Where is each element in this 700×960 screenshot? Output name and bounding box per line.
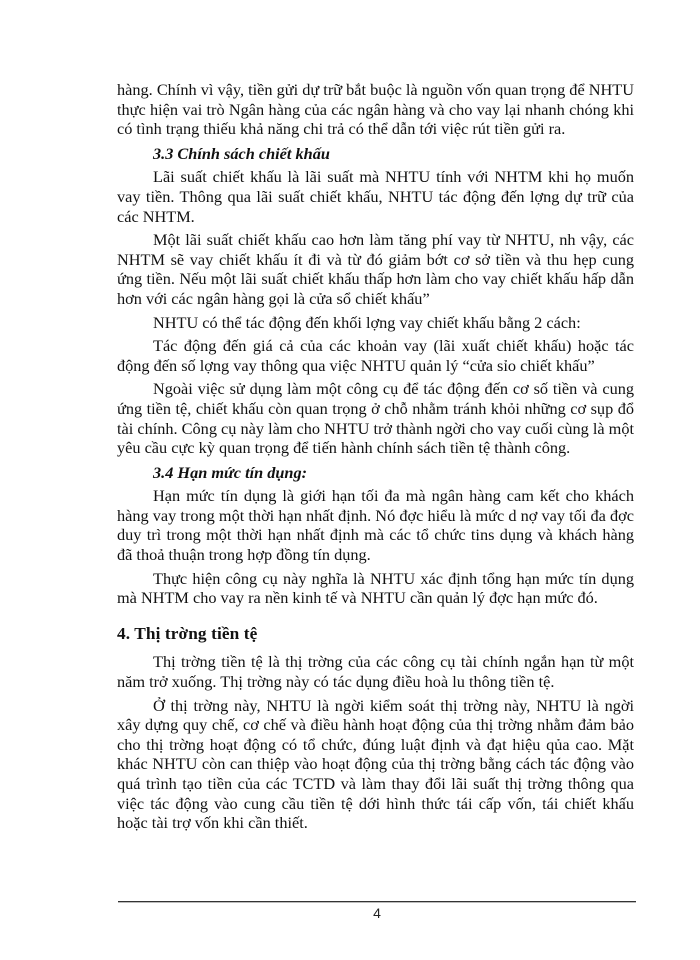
paragraph-credit-limit-implementation: Thực hiện công cụ này nghĩa là NHTU xác định tổng hạn mức tín dụng mà NHTM cho vay ra nền kinh tế và NHTU cần quản lý đợc hạn mức đó.	[117, 568, 634, 608]
paragraph-two-ways: NHTU có thể tác động đến khối lợng vay chiết khấu bằng 2 cách:	[153, 312, 581, 332]
page-number: 4	[373, 905, 381, 921]
paragraph-higher-discount-rate: Một lãi suất chiết khấu cao hơn làm tăng phí vay từ NHTU, nh vậy, các NHTM sẽ vay chiết khấu ít đi và từ đó giảm bớt cơ sở tiền và thu hẹp cung ứng tiền. Nếu một lãi suất chiết khấu thấp hơn làm cho vay chiết khấu hấp dẫn hơn với các ngân hàng gọi là cửa sổ chiết khấu”	[117, 230, 634, 308]
heading-money-market: 4. Thị trờng tiền tệ	[117, 623, 258, 643]
paragraph-lender-of-last-resort: Ngoài việc sử dụng làm một công cụ để tác động đến cơ số tiền và cung ứng tiền tệ, chiết khấu còn quan trọng ở chỗ nhằm tránh khỏi những cơ sụp đổ tài chính. Công cụ này làm cho NHTU trở thành ngời cho vay cuối cùng là một yêu cầu cực kỳ quan trọng để tiến hành chính sách tiền tệ thành công.	[117, 379, 634, 458]
paragraph-discount-rate: Lãi suất chiết khấu là lãi suất mà NHTU tính với NHTM khi họ muốn vay tiền. Thông qua lãi suất chiết khấu, NHTU tác động đến lợng dự trữ của các NHTM.	[117, 167, 634, 226]
paragraph-intro-continuation: hàng. Chính vì vậy, tiền gửi dự trữ bắt buộc là nguồn vốn quan trọng để NHTU thực hiện vai trò Ngân hàng của các ngân hàng và cho vay lại nhanh chóng khi có tình trạng thiếu khả năng chi trả có thể dẫn tới việc rút tiền gửi ra.	[117, 80, 634, 139]
paragraph-price-quantity: Tác động đến giá cả của các khoản vay (lãi xuất chiết khấu) hoặc tác động đến số lợng vay thông qua việc NHTU quản lý “cửa sỉo chiết khấu”	[117, 336, 634, 375]
footer-divider	[118, 901, 636, 903]
subheading-discount-policy: 3.3 Chính sách chiết khấu	[153, 143, 330, 163]
paragraph-central-bank-role: Ở thị trờng này, NHTU là ngời kiểm soát thị trờng này, NHTU là ngời xây dựng quy chế, cơ chế và điều hành hoạt động của thị trờng nhằm đảm bảo cho thị trờng hoạt động có tổ chức, đúng luật định và đạt hiệu qủa cao. Mặt khác NHTU còn can thiệp vào hoạt động của thị trờng bằng cách tác động vào quá trình tạo tiền của các TCTD và làm thay đổi lãi suất thị trờng thông qua việc tác động vào cung cầu tiền tệ dới hình thức tái cấp vốn, tái chiết khấu hoặc tài trợ vốn khi cần thiết.	[117, 695, 634, 833]
paragraph-money-market-definition: Thị trờng tiền tệ là thị trờng của các công cụ tài chính ngắn hạn từ một năm trở xuống. Thị trờng này có tác dụng điều hoà lu thông tiền tệ.	[117, 652, 634, 692]
document-page	[117, 80, 634, 833]
paragraph-credit-limit-definition: Hạn mức tín dụng là giới hạn tối đa mà ngân hàng cam kết cho khách hàng vay trong một thời hạn nhất định. Nó đợc hiểu là mức d nợ vay tối đa đợc duy trì trong một thời hạn nhất định mà các tổ chức tins dụng và khách hàng đã thoả thuận trong hợp đồng tín dụng.	[117, 486, 634, 565]
subheading-credit-limit: 3.4 Hạn mức tín dụng:	[153, 462, 308, 482]
